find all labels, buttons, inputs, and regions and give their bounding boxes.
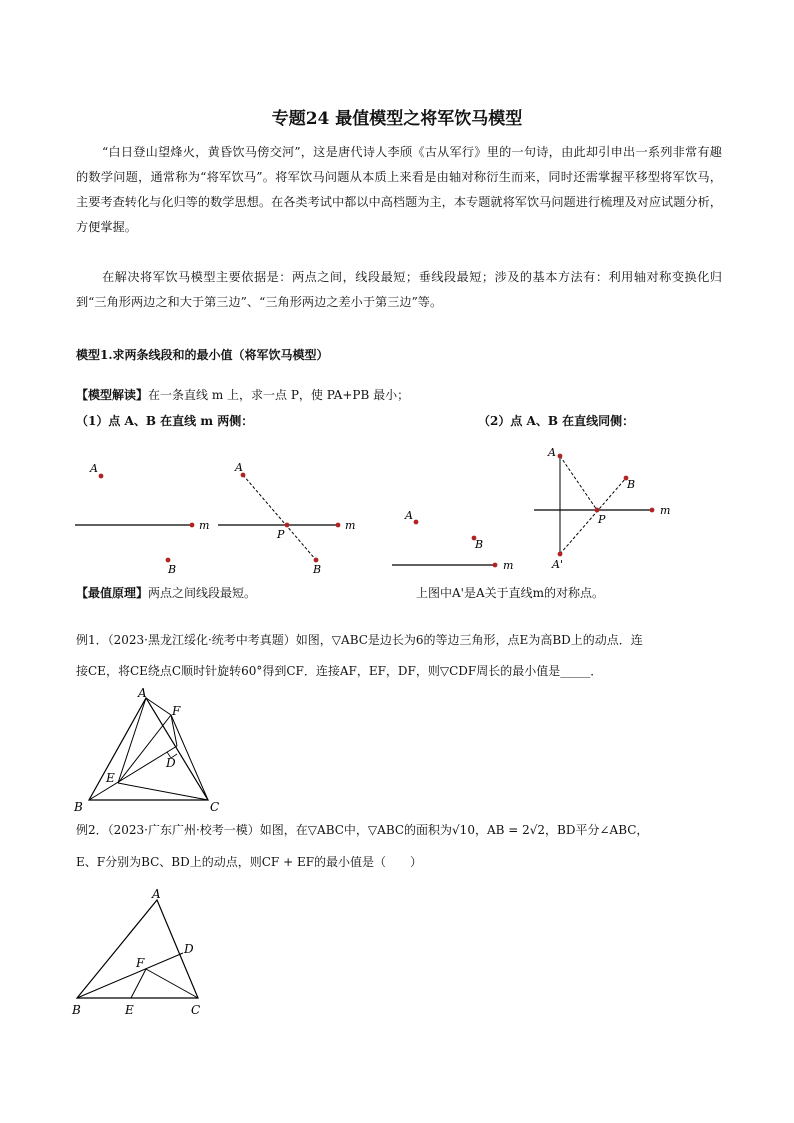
example2-figure	[60, 880, 230, 1020]
model-explain-text: 在一条直线 m 上，求一点 P，使 PA+PB 最小；	[148, 388, 410, 402]
intro-paragraph-1: “白日登山望烽火，黄昏饮马傍交河”，这是唐代诗人李颀《古从军行》里的一句诗，由此却引申出一系列非常有趣的数学问题，通常称为“将军饮马”。将军饮马问题从本质上来看是由轴对称衍生而来，同时还需掌握平移型将军饮马，主要考查转化与化归等的数学思想。在各类考试中都以中高档题为主，本专题就将军饮马问题进行梳理及对应试题分析，方便掌握。	[76, 145, 722, 234]
label-a-2a: A	[405, 509, 413, 522]
case2-label: （2）点 A、B 在直线同侧：	[478, 414, 635, 428]
label-d-ex1: D	[166, 756, 176, 770]
triangle-abc-ex2	[77, 900, 198, 998]
intro-paragraph-2: 在解决将军饮马模型主要依据是：两点之间，线段最短；垂线段最短；涉及的基本方法有：利用轴对称变换化归到“三角形两边之和大于第三边”、“三角形两边之差小于第三边”等。	[76, 270, 722, 309]
label-m-1a: m	[199, 519, 210, 532]
point-m-end-2b	[650, 508, 655, 513]
point-a-1a	[99, 474, 104, 479]
point-m-end-2a	[493, 563, 498, 568]
point-b-1b	[314, 558, 319, 563]
label-a-ex2: A	[152, 887, 161, 901]
label-b-ex1: B	[74, 800, 83, 814]
model1-heading: 模型1.求两条线段和的最小值（将军饮马模型）	[76, 348, 329, 362]
label-b-2a: B	[475, 538, 484, 551]
label-d-ex2: D	[184, 942, 194, 956]
label-b-1b: B	[313, 563, 322, 576]
segment-ef	[118, 715, 171, 783]
point-a-2b	[558, 454, 563, 459]
label-a-ex1: A	[138, 686, 147, 700]
segment-cf	[171, 715, 208, 800]
label-e-ex1: E	[106, 771, 115, 785]
label-p-1b: P	[277, 528, 285, 541]
point-m-end-1b	[336, 523, 341, 528]
page-title: 专题24 最值模型之将军饮马模型	[271, 109, 523, 129]
point-a-prime-2b	[558, 552, 563, 557]
label-p-2b: P	[598, 513, 606, 526]
point-p-1b	[285, 523, 290, 528]
principle-label: 【最值原理】	[76, 586, 149, 600]
label-c-ex1: C	[210, 800, 220, 814]
point-a-2a	[414, 520, 419, 525]
label-m-2a: m	[503, 559, 514, 572]
label-a-2b: A	[548, 446, 556, 459]
point-m-end-1a	[190, 523, 195, 528]
point-p-2b	[595, 508, 600, 513]
segment-ce	[118, 783, 208, 800]
model-explain	[76, 386, 409, 403]
model-figures	[0, 430, 794, 600]
label-f-ex2: F	[136, 956, 145, 970]
label-a-1a: A	[90, 462, 98, 475]
label-b-1a: B	[168, 563, 177, 576]
segment-af	[146, 698, 171, 715]
example2-line1: 例2．（2023·广东广州·校考一模）如图，在▽ABC中，▽ABC的面积为√10，AB = 2√2，BD平分∠ABC，	[76, 823, 649, 837]
segment-ap-2b	[560, 456, 597, 510]
figure-note: 上图中A'是A关于直线m的对称点。	[416, 586, 605, 600]
example1-line1: 例1．（2023·黑龙江绥化·统考中考真题）如图，▽ABC是边长为6的等边三角形，点E为高BD上的动点．连	[76, 633, 643, 647]
label-b-ex2: B	[72, 1003, 81, 1017]
segment-a-prime-b-2b	[560, 478, 626, 554]
segment-cf-ex2	[146, 969, 198, 998]
label-a-prime-2b: A'	[552, 558, 563, 571]
point-b-1a	[166, 558, 171, 563]
label-a-1b: A	[235, 461, 243, 474]
model-explain-label: 【模型解读】	[76, 388, 149, 402]
label-m-1b: m	[345, 519, 356, 532]
label-e-ex2: E	[125, 1003, 134, 1017]
label-f-ex1: F	[172, 704, 181, 718]
principle	[76, 584, 256, 601]
example2-line2: E、F分别为BC、BD上的动点，则CF + EF的最小值是（ ）	[76, 855, 423, 869]
case1-label: （1）点 A、B 在直线 m 两侧：	[76, 414, 254, 428]
label-m-2b: m	[660, 504, 671, 517]
label-b-2b: B	[627, 478, 636, 491]
label-c-ex2: C	[191, 1003, 201, 1017]
segment-ab-1b	[243, 475, 316, 560]
example1-line2: 接CE，将CE绕点C顺时针旋转60°得到CF．连接AF，EF，DF，则▽CDF周长的最小值是_____．	[76, 664, 603, 678]
segment-ef-ex2	[131, 969, 146, 998]
segment-bd-ex2	[77, 953, 183, 998]
example1-figure	[60, 682, 260, 817]
principle-text: 两点之间线段最短。	[148, 586, 257, 600]
